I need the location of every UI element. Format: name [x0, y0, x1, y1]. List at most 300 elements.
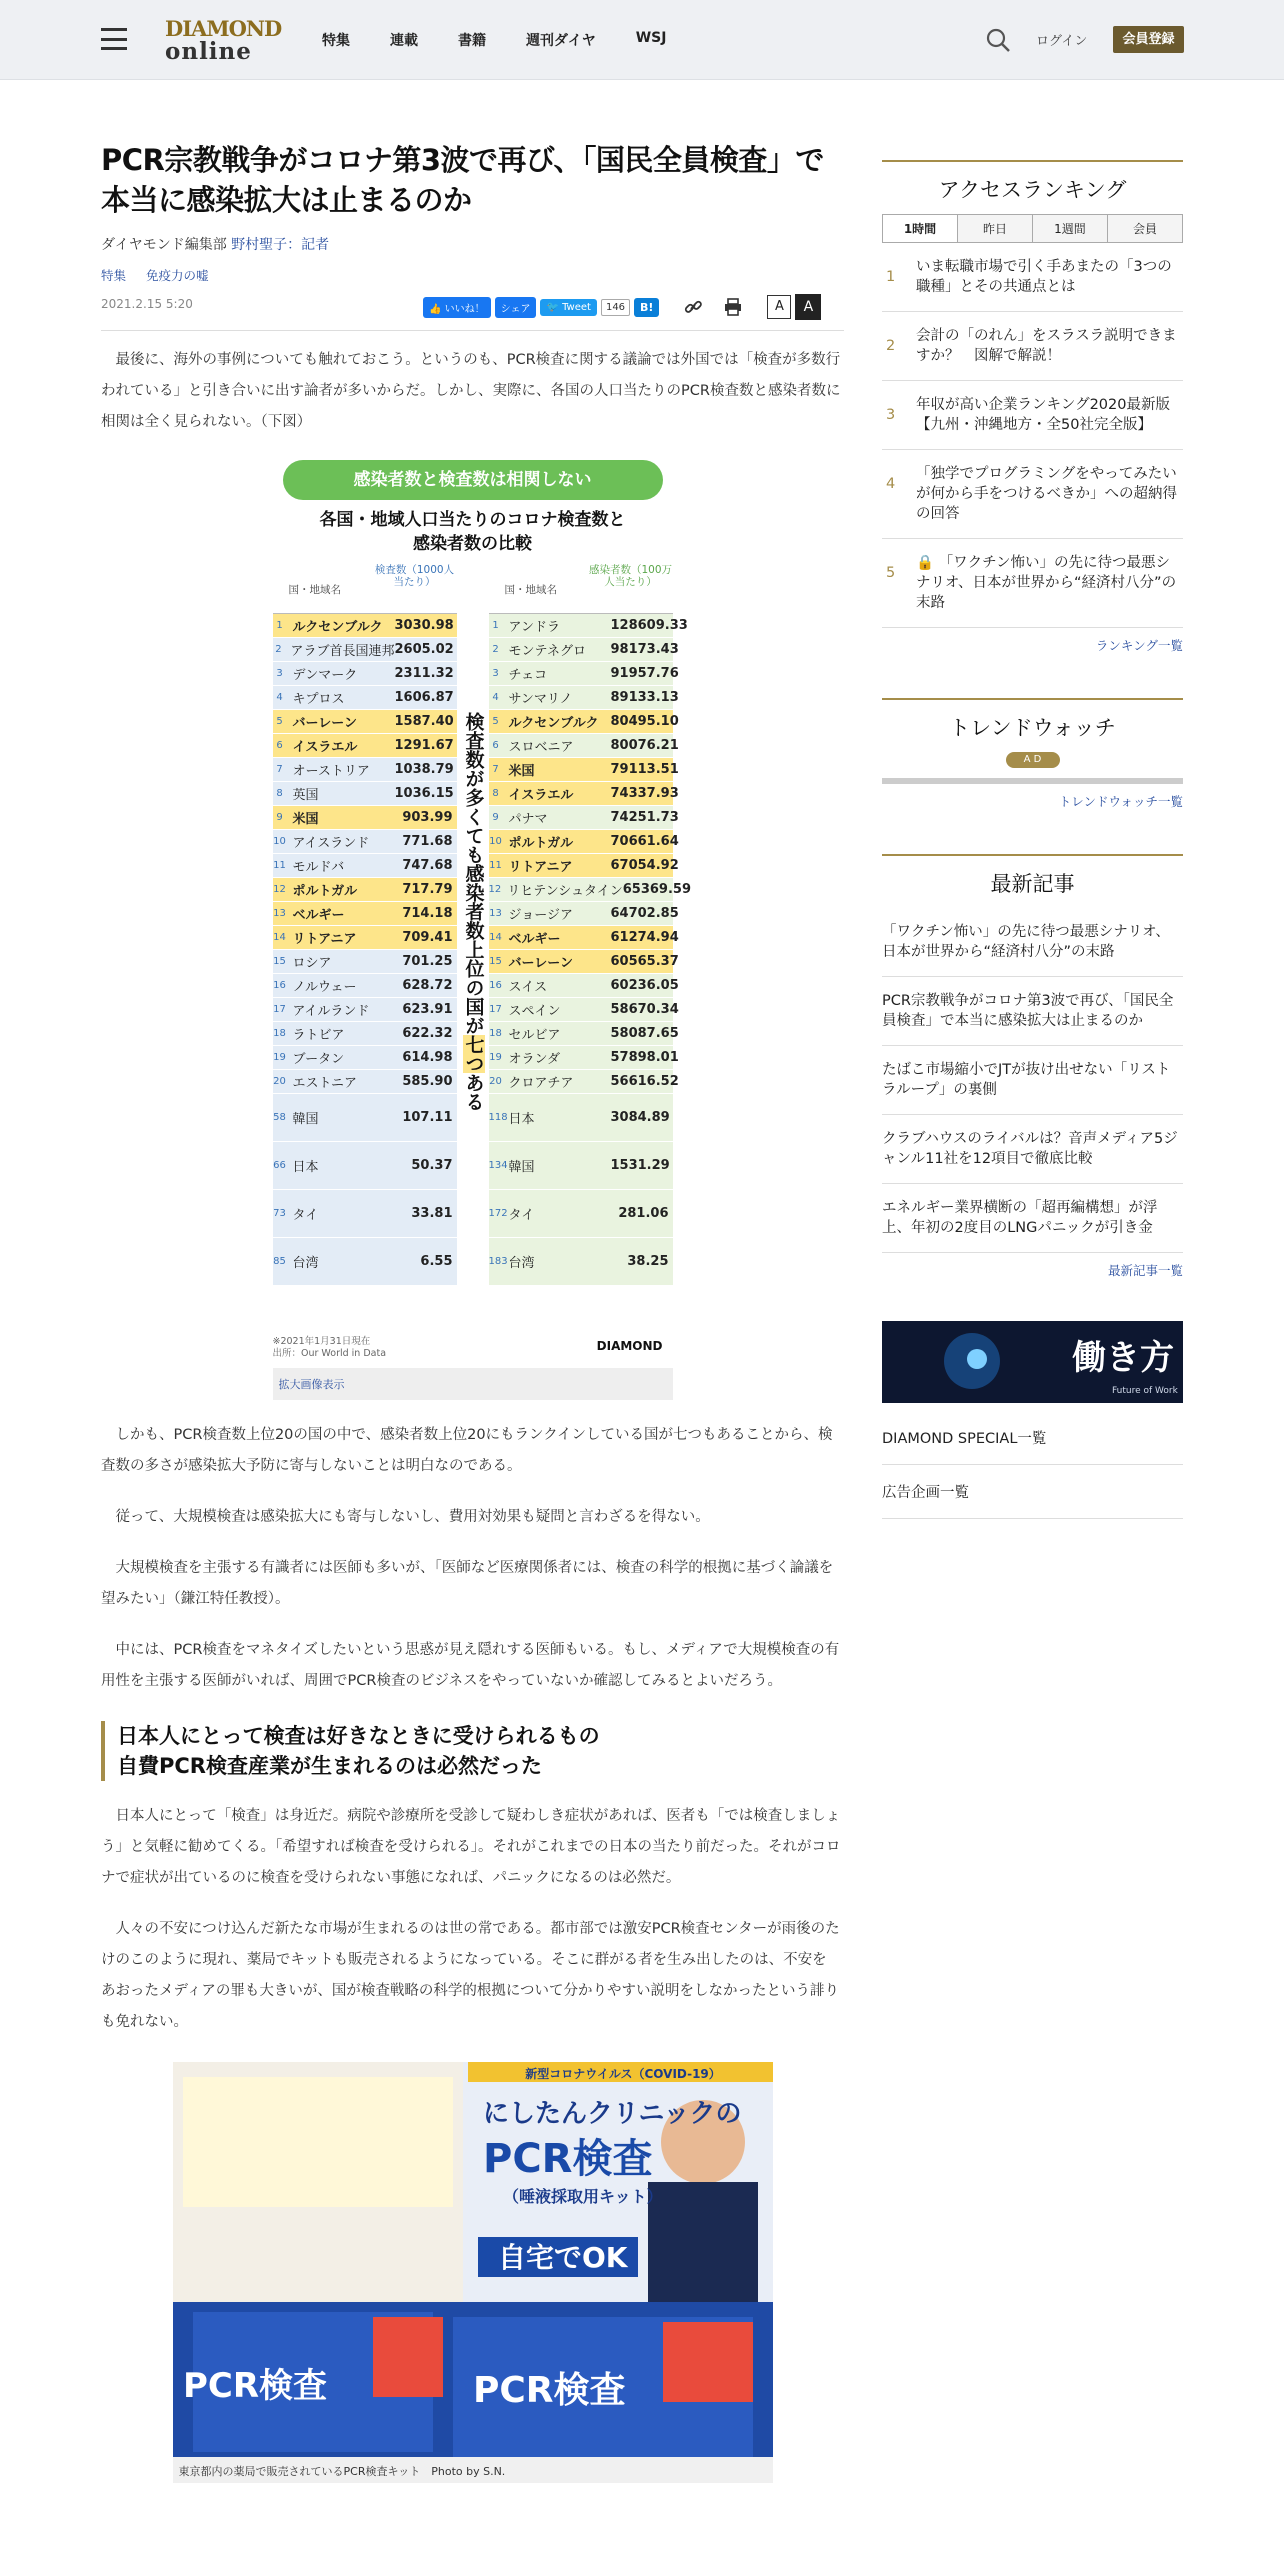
country-cell: アイスランド — [292, 836, 370, 851]
rank-cell: 13 — [489, 908, 502, 919]
font-size-small-button[interactable]: A — [767, 295, 791, 319]
latest-more-link[interactable]: 最新記事一覧 — [1107, 1263, 1183, 1278]
table-row — [489, 974, 679, 998]
rank-cell: 3 — [492, 668, 499, 679]
country-cell: オランダ — [508, 1052, 560, 1067]
country-cell: スロベニア — [508, 740, 574, 755]
photo-caption: 東京都内の薬局で販売されているPCR検査キット Photo by S.N. — [173, 2457, 773, 2483]
meta-row — [101, 294, 844, 331]
table-row — [489, 758, 679, 782]
enlarge-image-link[interactable]: 拡大画像表示 — [273, 1368, 673, 1400]
table-row — [489, 1070, 679, 1094]
country-cell: サンマリノ — [508, 692, 573, 707]
rank-cell: 14 — [273, 932, 286, 943]
value-cell: 57898.01 — [610, 1050, 679, 1065]
value-cell: 2605.02 — [394, 642, 454, 657]
tag-feature[interactable]: 特集 — [101, 268, 127, 283]
table-row — [489, 662, 679, 686]
chart-title-line2: 感染者数の比較 — [413, 534, 532, 554]
country-cell: 台湾 — [292, 1256, 319, 1271]
rank-cell: 12 — [273, 884, 286, 895]
chart-vertical-note — [463, 712, 485, 1111]
paragraph-1: 最後に、海外の事例についても触れておこう。というのも、PCR検査に関する議論では外国では「検査が多数行われている」と引き合いに出す論者が多いからだ。しかし、実際に、各国の人口当たりのPCR検査数と感染者数に相関は全く見られない。（下図） — [101, 352, 841, 430]
value-cell: 701.25 — [402, 954, 453, 969]
table-row — [273, 902, 457, 926]
paragraph-3: 従って、大規模検査は感染拡大にも寄与しないし、費用対効果も疑問と言わざるを得ない。 — [115, 1509, 710, 1525]
rank-cell: 58 — [273, 1112, 286, 1123]
rank-cell: 18 — [489, 1028, 502, 1039]
value-cell: 628.72 — [402, 978, 453, 993]
value-cell: 98173.43 — [610, 642, 679, 657]
table-row — [488, 878, 692, 902]
rank-cell: 12 — [488, 884, 502, 895]
article-title: PCR宗教戦争がコロナ第3波で再び、「国民全員検査」で本当に感染拡大は止まるのか — [101, 143, 824, 217]
tests-rows — [273, 614, 457, 1286]
value-cell: 1036.15 — [394, 786, 454, 801]
latest-item[interactable]: たばこ市場縮小でJTが抜け出せない「リストラループ」の裏側 — [882, 1046, 1183, 1115]
table-row — [489, 638, 679, 662]
rank-cell: 6 — [276, 740, 283, 751]
lock-icon: 🔒 — [916, 555, 939, 571]
ad-projects-link[interactable]: 広告企画一覧 — [882, 1465, 1183, 1519]
country-cell: ベルギー — [508, 932, 561, 947]
paragraph-5: 中には、PCR検査をマネタイズしたいという思惑が見え隠れする医師もいる。もし、メディアで大規模検査の有用性を主張する医師がいれば、周囲でPCR検査のビジネスをやっていないか確認してみるとよいだろう。 — [101, 1642, 840, 1689]
rank-number: 2 — [886, 338, 896, 354]
country-cell: 台湾 — [508, 1256, 535, 1271]
vertical-note-c: ある — [462, 1073, 485, 1111]
value-cell: 747.68 — [402, 858, 453, 873]
value-cell: 107.11 — [402, 1110, 453, 1125]
country-cell: リトアニア — [292, 932, 357, 947]
table-row — [489, 1022, 679, 1046]
nav-wsj[interactable]: WSJ — [635, 30, 667, 46]
main-nav — [322, 30, 706, 50]
chart-credit-logo: DIAMOND — [596, 1339, 663, 1353]
country-cell: バーレーン — [508, 956, 573, 971]
sidebar — [882, 160, 1183, 1519]
section-heading — [101, 1721, 841, 1781]
country-cell: 英国 — [292, 788, 319, 803]
country-cell: タイ — [508, 1208, 535, 1223]
rank-cell: 5 — [492, 716, 499, 727]
photo-left-pcr-text: PCR検査 — [182, 2366, 327, 2406]
country-cell: ブータン — [292, 1052, 345, 1067]
rank-cell: 18 — [273, 1028, 286, 1039]
country-cell: セルビア — [508, 1028, 561, 1043]
banner-art — [882, 1321, 1183, 1403]
facebook-share-button[interactable]: シェア — [495, 297, 537, 318]
tab-1week[interactable]: 1週間 — [1032, 215, 1107, 242]
rank-cell: 7 — [276, 764, 283, 775]
tests-table — [273, 562, 457, 1286]
photo-bottom-pcr-text: PCR検査 — [472, 2370, 626, 2411]
chart-headline: 感染者数と検査数は相関しない — [283, 460, 663, 500]
table-row — [489, 1046, 679, 1070]
country-cell: チェコ — [508, 668, 548, 683]
banner-title: 働き方 — [1072, 1338, 1174, 1378]
table-row — [273, 686, 457, 710]
table-row — [489, 1142, 673, 1190]
font-size-large-button[interactable]: A — [795, 294, 821, 320]
site-header — [0, 0, 1284, 80]
trend-more-link[interactable]: トレンドウォッチ一覧 — [1058, 794, 1183, 809]
table-row — [273, 998, 457, 1022]
value-cell: 74337.93 — [610, 786, 679, 801]
table-row — [273, 1238, 457, 1286]
table-row — [489, 614, 688, 638]
section-heading-line2: 自費PCR検査産業が生まれるのは必然だった — [117, 1754, 542, 1778]
value-cell: 128609.33 — [610, 618, 688, 633]
comparison-chart — [272, 460, 692, 1400]
table-row — [273, 926, 457, 950]
rank-cell: 134 — [488, 1160, 508, 1171]
country-cell: ラトビア — [292, 1028, 345, 1043]
ranking-more-link[interactable]: ランキング一覧 — [1095, 638, 1183, 653]
ranking-item[interactable] — [882, 539, 1183, 628]
search-icon[interactable] — [985, 27, 1011, 53]
table-row — [273, 734, 457, 758]
rank-title: いま転職市場で引く手あまたの「3つの職種」とその共通点とは — [916, 259, 1172, 295]
rank-cell: 9 — [276, 812, 283, 823]
like-label: いいね！ — [444, 303, 485, 315]
country-cell: クロアチア — [508, 1076, 574, 1091]
rank-cell: 2 — [492, 644, 499, 655]
country-cell: 韓国 — [292, 1112, 319, 1127]
table-row — [489, 998, 679, 1022]
country-cell: スイス — [508, 980, 548, 995]
value-cell: 771.68 — [402, 834, 453, 849]
table-row — [273, 974, 457, 998]
country-cell: オーストリア — [292, 764, 370, 779]
country-cell: ベルギー — [292, 908, 345, 923]
rank-title: 会計の「のれん」をスラスラ説明できますか？ 図解で解説！ — [916, 328, 1177, 364]
ad-badge: A D — [1006, 752, 1060, 768]
table-row — [489, 926, 679, 950]
diamond-special-link[interactable]: DIAMOND SPECIAL一覧 — [882, 1411, 1183, 1465]
value-cell: 33.81 — [411, 1206, 453, 1221]
country-cell: 日本 — [292, 1160, 319, 1175]
table-row — [273, 878, 457, 902]
table-row — [489, 1238, 673, 1286]
tests-header-value: 検査数（1000人当たり） — [374, 564, 455, 588]
latest-item[interactable]: PCR宗教戦争がコロナ第3波で再び、「国民全員検査」で本当に感染拡大は止まるのか — [882, 977, 1183, 1046]
table-row — [273, 1142, 457, 1190]
rank-cell: 3 — [276, 668, 283, 679]
value-cell: 56616.52 — [610, 1074, 679, 1089]
value-cell: 64702.85 — [610, 906, 679, 921]
rank-cell: 4 — [276, 692, 283, 703]
photo-illustration — [173, 2062, 773, 2457]
country-cell: スペイン — [508, 1004, 561, 1019]
chart-note-source: 出所：Our World in Data — [272, 1348, 387, 1359]
value-cell: 61274.94 — [610, 930, 679, 945]
country-cell: タイ — [292, 1208, 319, 1223]
value-cell: 60236.05 — [610, 978, 679, 993]
author-link[interactable]: 野村聖子：記者 — [231, 237, 330, 253]
value-cell: 714.18 — [402, 906, 453, 921]
print-icon[interactable] — [723, 297, 743, 317]
country-cell: モンテネグロ — [508, 644, 586, 659]
chart-note-date: ※2021年1月31日現在 — [272, 1336, 371, 1347]
value-cell: 91957.76 — [610, 666, 679, 681]
value-cell: 622.32 — [402, 1026, 453, 1041]
table-row — [489, 854, 679, 878]
latest-item[interactable]: エネルギー業界横断の「超再編構想」が浮上、年初の2度目のLNGパニックが引き金 — [882, 1184, 1183, 1253]
chart-source — [273, 1336, 673, 1360]
vertical-note-b: 七つ — [462, 1035, 485, 1073]
country-cell: モルドバ — [292, 860, 345, 875]
table-row — [273, 950, 457, 974]
ranking-item[interactable] — [882, 381, 1183, 450]
nav-series[interactable]: 連載 — [390, 33, 418, 49]
value-cell: 80076.21 — [610, 738, 679, 753]
rank-title: 「独学でプログラミングをやってみたいが何から手をつけるべきか」への超納得の回答 — [916, 466, 1177, 522]
table-row — [489, 1190, 673, 1238]
vertical-note-a: 検査数が多くても感染者数上位の国が — [462, 712, 485, 1035]
hatena-button[interactable]: B! — [634, 298, 659, 317]
table-row — [273, 1046, 457, 1070]
rank-cell: 2 — [275, 644, 282, 655]
rank-cell: 4 — [492, 692, 499, 703]
chart-tables — [273, 562, 692, 1332]
value-cell: 67054.92 — [610, 858, 679, 873]
facebook-like-button[interactable]: 👍 いいね！ — [423, 297, 491, 318]
nav-weekly-diamond[interactable]: 週刊ダイヤ — [526, 33, 596, 49]
rank-cell: 7 — [492, 764, 499, 775]
tweet-button[interactable]: 🐦 Tweet — [540, 299, 597, 316]
chart-title-line1: 各国・地域人口当たりのコロナ検査数と — [319, 510, 626, 530]
country-cell: 米国 — [508, 764, 535, 779]
country-cell: アンドラ — [508, 620, 560, 635]
country-cell: リヒテンシュタイン — [507, 884, 623, 899]
rank-cell: 118 — [488, 1112, 508, 1123]
table-row — [489, 710, 679, 734]
rank-cell: 73 — [273, 1208, 286, 1219]
country-cell: ジョージア — [508, 908, 573, 923]
cases-header-value: 感染者数（100万人当たり） — [588, 564, 673, 588]
rank-cell: 10 — [273, 836, 286, 847]
cases-header-name: 国・地域名 — [504, 584, 557, 596]
latest-item[interactable]: クラブハウスのライバルは？音声メディア5ジャンル11社を12項目で徹底比較 — [882, 1115, 1183, 1184]
value-cell: 65369.59 — [622, 882, 692, 897]
value-cell: 1531.29 — [610, 1158, 670, 1173]
country-cell: イスラエル — [292, 740, 358, 755]
nav-books[interactable]: 書籍 — [458, 33, 486, 49]
tests-header — [273, 562, 457, 614]
site-logo[interactable] — [165, 16, 282, 65]
tab-1hour[interactable]: 1時間 — [883, 215, 957, 242]
rank-cell: 66 — [273, 1160, 286, 1171]
value-cell: 709.41 — [402, 930, 453, 945]
country-cell: 日本 — [508, 1112, 535, 1127]
table-row — [489, 782, 679, 806]
table-row — [489, 734, 679, 758]
rank-cell: 16 — [489, 980, 502, 991]
table-row — [273, 1190, 457, 1238]
table-row — [273, 662, 457, 686]
link-icon[interactable] — [683, 297, 703, 317]
value-cell: 74251.73 — [610, 810, 679, 825]
value-cell: 623.91 — [402, 1002, 453, 1017]
value-cell: 58670.34 — [610, 1002, 679, 1017]
rank-cell: 8 — [492, 788, 499, 799]
country-cell: ノルウェー — [292, 980, 357, 995]
value-cell: 58087.65 — [610, 1026, 679, 1041]
rank-cell: 10 — [489, 836, 502, 847]
country-cell: アラブ首長国連邦 — [290, 644, 395, 659]
table-row — [273, 638, 457, 662]
value-cell: 3030.98 — [394, 618, 454, 633]
hatena-count: 146 — [601, 299, 630, 316]
country-cell: アイルランド — [292, 1004, 370, 1019]
logo-line1: DIAMOND — [165, 16, 282, 41]
cases-table — [488, 562, 692, 1286]
ranking-item[interactable] — [882, 243, 1183, 312]
photo-banner-text: 新型コロナウイルス（COVID-19） — [524, 2067, 721, 2081]
rank-number: 5 — [886, 565, 896, 581]
menu-icon[interactable] — [101, 28, 127, 50]
value-cell: 79113.51 — [610, 762, 679, 777]
ad-slot — [882, 778, 1183, 784]
table-row — [273, 1070, 457, 1094]
table-row — [273, 854, 457, 878]
cases-rows — [488, 614, 692, 1286]
value-cell: 614.98 — [402, 1050, 453, 1065]
publish-date: 2021.2.15 5:20 — [101, 297, 193, 311]
rank-number: 3 — [886, 407, 896, 423]
photo-kit-text: （唾液採取用キット） — [502, 2187, 663, 2206]
country-cell: ルクセンブルク — [292, 620, 383, 635]
rank-cell: 11 — [273, 860, 286, 871]
value-cell: 717.79 — [402, 882, 453, 897]
value-cell: 80495.10 — [610, 714, 679, 729]
chart-title — [273, 508, 673, 556]
section-heading-line1: 日本人にとって検査は好きなときに受けられるもの — [117, 1724, 600, 1748]
rank-cell: 19 — [489, 1052, 502, 1063]
rank-cell: 13 — [273, 908, 286, 919]
table-row — [489, 902, 679, 926]
pcr-kit-photo — [173, 2062, 773, 2457]
value-cell: 1587.40 — [394, 714, 454, 729]
rank-cell: 17 — [489, 1004, 502, 1015]
value-cell: 1038.79 — [394, 762, 454, 777]
paragraph-6: 日本人にとって「検査」は身近だ。病院や診療所を受診して疑わしき症状があれば、医者も「では検査しましょう」と気軽に勧めてくる。「希望すれば検査を受けられる」。それがこれまでの日本の当たり前だった。それがコロナで症状が出ているのに検査を受けられない事態になれば、パニックになるのは必然だ。 — [101, 1808, 841, 1886]
rank-cell: 5 — [276, 716, 283, 727]
country-cell: イスラエル — [508, 788, 574, 803]
latest-item[interactable]: 「ワクチン怖い」の先に待つ最悪シナリオ、日本が世界から“経済村八分”の末路 — [882, 908, 1183, 977]
rank-title: 「ワクチン怖い」の先に待つ最悪シナリオ、日本が世界から“経済村八分”の末路 — [916, 555, 1177, 611]
table-row — [489, 830, 679, 854]
country-cell: パナマ — [508, 812, 548, 827]
table-row — [273, 830, 457, 854]
country-cell: ポルトガル — [508, 836, 574, 851]
table-row — [273, 1094, 457, 1142]
rank-cell: 15 — [273, 956, 286, 967]
paragraph-2: しかも、PCR検査数上位20の国の中で、感染者数上位20にもランクインしている国が七つもあることから、検査数の多さが感染拡大予防に寄与しないことは明白なのである。 — [101, 1427, 833, 1474]
dept: ダイヤモンド編集部 — [101, 237, 227, 253]
country-cell: ルクセンブルク — [508, 716, 599, 731]
rank-cell: 172 — [488, 1208, 508, 1219]
value-cell: 1606.87 — [394, 690, 454, 705]
rank-cell: 1 — [276, 620, 283, 631]
paragraph-7: 人々の不安につけ込んだ新たな市場が生まれるのは世の常である。都市部では激安PCR検査センターが雨後のたけのこのように現れ、薬局でキットも販売されるようになっている。そこに群がる者を生み出したのは、不安をあおったメディアの罪も大きいが、国が検査戦略の科学的根拠について分かりやすい説明をしなかったという誹りも免れない。 — [101, 1921, 840, 2030]
country-cell: リトアニア — [508, 860, 573, 875]
logo-line2: online — [165, 38, 252, 65]
country-cell: ロシア — [292, 956, 332, 971]
ranking-tabs — [882, 214, 1183, 243]
value-cell: 3084.89 — [610, 1110, 670, 1125]
table-row — [273, 1022, 457, 1046]
tag-immunity[interactable]: 免疫力の嘘 — [146, 268, 209, 283]
rank-cell: 17 — [273, 1004, 286, 1015]
byline — [101, 234, 844, 254]
value-cell: 1291.67 — [394, 738, 454, 753]
rank-cell: 1 — [492, 620, 499, 631]
value-cell: 50.37 — [411, 1158, 453, 1173]
value-cell: 585.90 — [402, 1074, 453, 1089]
photo-clinic-text: にしたんクリニックの — [482, 2099, 741, 2129]
country-cell: 米国 — [292, 812, 319, 827]
nav-feature[interactable]: 特集 — [322, 33, 350, 49]
ranking-item[interactable] — [882, 312, 1183, 381]
rank-cell: 183 — [488, 1256, 508, 1267]
article — [101, 140, 844, 2483]
ranking-title: アクセスランキング — [882, 160, 1183, 214]
rank-cell: 19 — [273, 1052, 286, 1063]
rank-title: 年収が高い企業ランキング2020最新版【九州・沖縄地方・全50社完全版】 — [916, 397, 1170, 433]
country-cell: バーレーン — [292, 716, 357, 731]
future-of-work-banner[interactable] — [882, 1321, 1183, 1403]
photo-pcr-text: PCR検査 — [482, 2136, 652, 2182]
country-cell: ポルトガル — [292, 884, 358, 899]
value-cell: 60565.37 — [610, 954, 679, 969]
table-row — [273, 614, 457, 638]
table-row — [273, 758, 457, 782]
rank-cell: 9 — [492, 812, 499, 823]
value-cell: 38.25 — [627, 1254, 669, 1269]
value-cell: 2311.32 — [394, 666, 454, 681]
value-cell: 281.06 — [618, 1206, 669, 1221]
table-row — [489, 686, 679, 710]
tweet-label: Tweet — [562, 301, 591, 313]
tab-yesterday[interactable]: 昨日 — [957, 215, 1032, 242]
value-cell: 903.99 — [402, 810, 453, 825]
table-row — [489, 806, 679, 830]
country-cell: 韓国 — [508, 1160, 535, 1175]
table-row — [273, 806, 457, 830]
country-cell: エストニア — [292, 1076, 357, 1091]
table-row — [273, 710, 457, 734]
table-row — [489, 950, 679, 974]
country-cell: キプロス — [292, 692, 345, 707]
tab-members[interactable]: 会員 — [1107, 215, 1182, 242]
rank-cell: 6 — [492, 740, 499, 751]
latest-title: 最新記事 — [882, 854, 1183, 908]
register-button[interactable]: 会員登録 — [1113, 26, 1184, 53]
country-cell: デンマーク — [292, 668, 358, 683]
banner-subtitle: Future of Work — [1112, 1386, 1178, 1396]
login-link[interactable]: ログイン — [1036, 34, 1088, 49]
rank-cell: 8 — [276, 788, 283, 799]
photo-home-text: 自宅でOK — [497, 2241, 628, 2274]
rank-number: 1 — [886, 269, 896, 285]
table-row — [489, 1094, 673, 1142]
value-cell: 6.55 — [420, 1254, 453, 1269]
ranking-item[interactable] — [882, 450, 1183, 539]
rank-cell: 85 — [273, 1256, 286, 1267]
cases-header — [489, 562, 673, 614]
share-bar — [423, 294, 821, 320]
